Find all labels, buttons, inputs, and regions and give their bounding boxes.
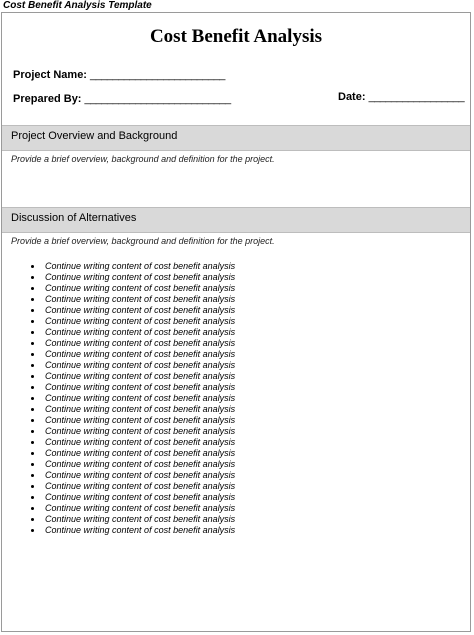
bullet-icon (31, 441, 34, 444)
bullet-icon (31, 364, 34, 367)
bullet-icon (31, 452, 34, 455)
list-item (27, 360, 235, 371)
list-item-text: Continue writing content of cost benefit analysis (45, 294, 236, 304)
prepared-by-line[interactable]: __________________________ (84, 93, 231, 105)
bullet-icon (31, 496, 34, 499)
date-label: Date: (338, 91, 366, 103)
list-item (27, 349, 235, 360)
list-item (27, 371, 235, 382)
list-item-text: Continue writing content of cost benefit analysis (45, 459, 236, 469)
list-item (27, 514, 235, 525)
section-heading: Project Overview and Background (11, 130, 178, 142)
list-item (27, 404, 235, 415)
bullet-icon (31, 265, 34, 268)
list-item (27, 327, 235, 338)
bullet-icon (31, 375, 34, 378)
list-item (27, 393, 235, 404)
list-item (27, 294, 235, 305)
list-item-text: Continue writing content of cost benefit analysis (45, 437, 236, 447)
prepared-by-label: Prepared By: (13, 93, 82, 105)
list-item-text: Continue writing content of cost benefit analysis (45, 327, 236, 337)
section-description: Provide a brief overview, background and definition for the project. (11, 236, 275, 246)
bullet-icon (31, 309, 34, 312)
list-item (27, 470, 235, 481)
list-item (27, 305, 235, 316)
list-item (27, 525, 235, 536)
bullet-icon (31, 507, 34, 510)
list-item-text: Continue writing content of cost benefit analysis (45, 272, 236, 282)
bullet-icon (31, 430, 34, 433)
project-name-line[interactable]: ________________________ (90, 69, 225, 81)
list-item-text: Continue writing content of cost benefit analysis (45, 371, 236, 381)
list-item (27, 437, 235, 448)
list-item (27, 382, 235, 393)
bullet-icon (31, 331, 34, 334)
list-item-text: Continue writing content of cost benefit analysis (45, 514, 236, 524)
list-item (27, 459, 235, 470)
list-item-text: Continue writing content of cost benefit analysis (45, 283, 236, 293)
prepared-by-field[interactable] (13, 93, 231, 105)
list-item-text: Continue writing content of cost benefit analysis (45, 481, 236, 491)
list-item (27, 492, 235, 503)
list-item-text: Continue writing content of cost benefit analysis (45, 349, 236, 359)
bullet-icon (31, 320, 34, 323)
date-line[interactable]: _________________ (368, 91, 465, 103)
bullet-icon (31, 463, 34, 466)
list-item (27, 415, 235, 426)
bullet-icon (31, 386, 34, 389)
section-heading: Discussion of Alternatives (11, 212, 137, 224)
template-caption: Cost Benefit Analysis Template (3, 0, 152, 11)
bullet-icon (31, 298, 34, 301)
list-item-text: Continue writing content of cost benefit analysis (45, 426, 236, 436)
project-name-field[interactable] (13, 69, 225, 81)
bullet-icon (31, 276, 34, 279)
list-item (27, 261, 235, 272)
project-name-label: Project Name: (13, 69, 87, 81)
section-project-overview (2, 125, 470, 151)
bullet-icon (31, 518, 34, 521)
bullet-icon (31, 485, 34, 488)
bullet-icon (31, 408, 34, 411)
list-item-text: Continue writing content of cost benefit analysis (45, 261, 236, 271)
list-item-text: Continue writing content of cost benefit analysis (45, 360, 236, 370)
bullet-icon (31, 529, 34, 532)
list-item-text: Continue writing content of cost benefit analysis (45, 382, 236, 392)
document-title: Cost Benefit Analysis (149, 26, 323, 47)
list-item (27, 448, 235, 459)
list-item-text: Continue writing content of cost benefit analysis (45, 316, 236, 326)
document-page (1, 12, 471, 632)
bullet-icon (31, 419, 34, 422)
list-item (27, 316, 235, 327)
list-item-text: Continue writing content of cost benefit analysis (45, 470, 236, 480)
list-item-text: Continue writing content of cost benefit analysis (45, 448, 236, 458)
list-item-text: Continue writing content of cost benefit analysis (45, 393, 236, 403)
bullet-list (27, 261, 235, 536)
date-field[interactable] (338, 91, 464, 103)
list-item-text: Continue writing content of cost benefit analysis (45, 503, 236, 513)
bullet-icon (31, 397, 34, 400)
bullet-icon (31, 342, 34, 345)
bullet-icon (31, 287, 34, 290)
list-item-text: Continue writing content of cost benefit analysis (45, 404, 236, 414)
list-item (27, 272, 235, 283)
list-item-text: Continue writing content of cost benefit analysis (45, 525, 236, 535)
list-item (27, 338, 235, 349)
list-item-text: Continue writing content of cost benefit analysis (45, 415, 236, 425)
list-item-text: Continue writing content of cost benefit analysis (45, 492, 236, 502)
list-item (27, 481, 235, 492)
section-discussion-alternatives (2, 207, 470, 233)
list-item (27, 283, 235, 294)
list-item (27, 503, 235, 514)
list-item (27, 426, 235, 437)
list-item-text: Continue writing content of cost benefit analysis (45, 305, 236, 315)
bullet-icon (31, 353, 34, 356)
list-item-text: Continue writing content of cost benefit analysis (45, 338, 236, 348)
section-description: Provide a brief overview, background and definition for the project. (11, 154, 275, 164)
bullet-icon (31, 474, 34, 477)
